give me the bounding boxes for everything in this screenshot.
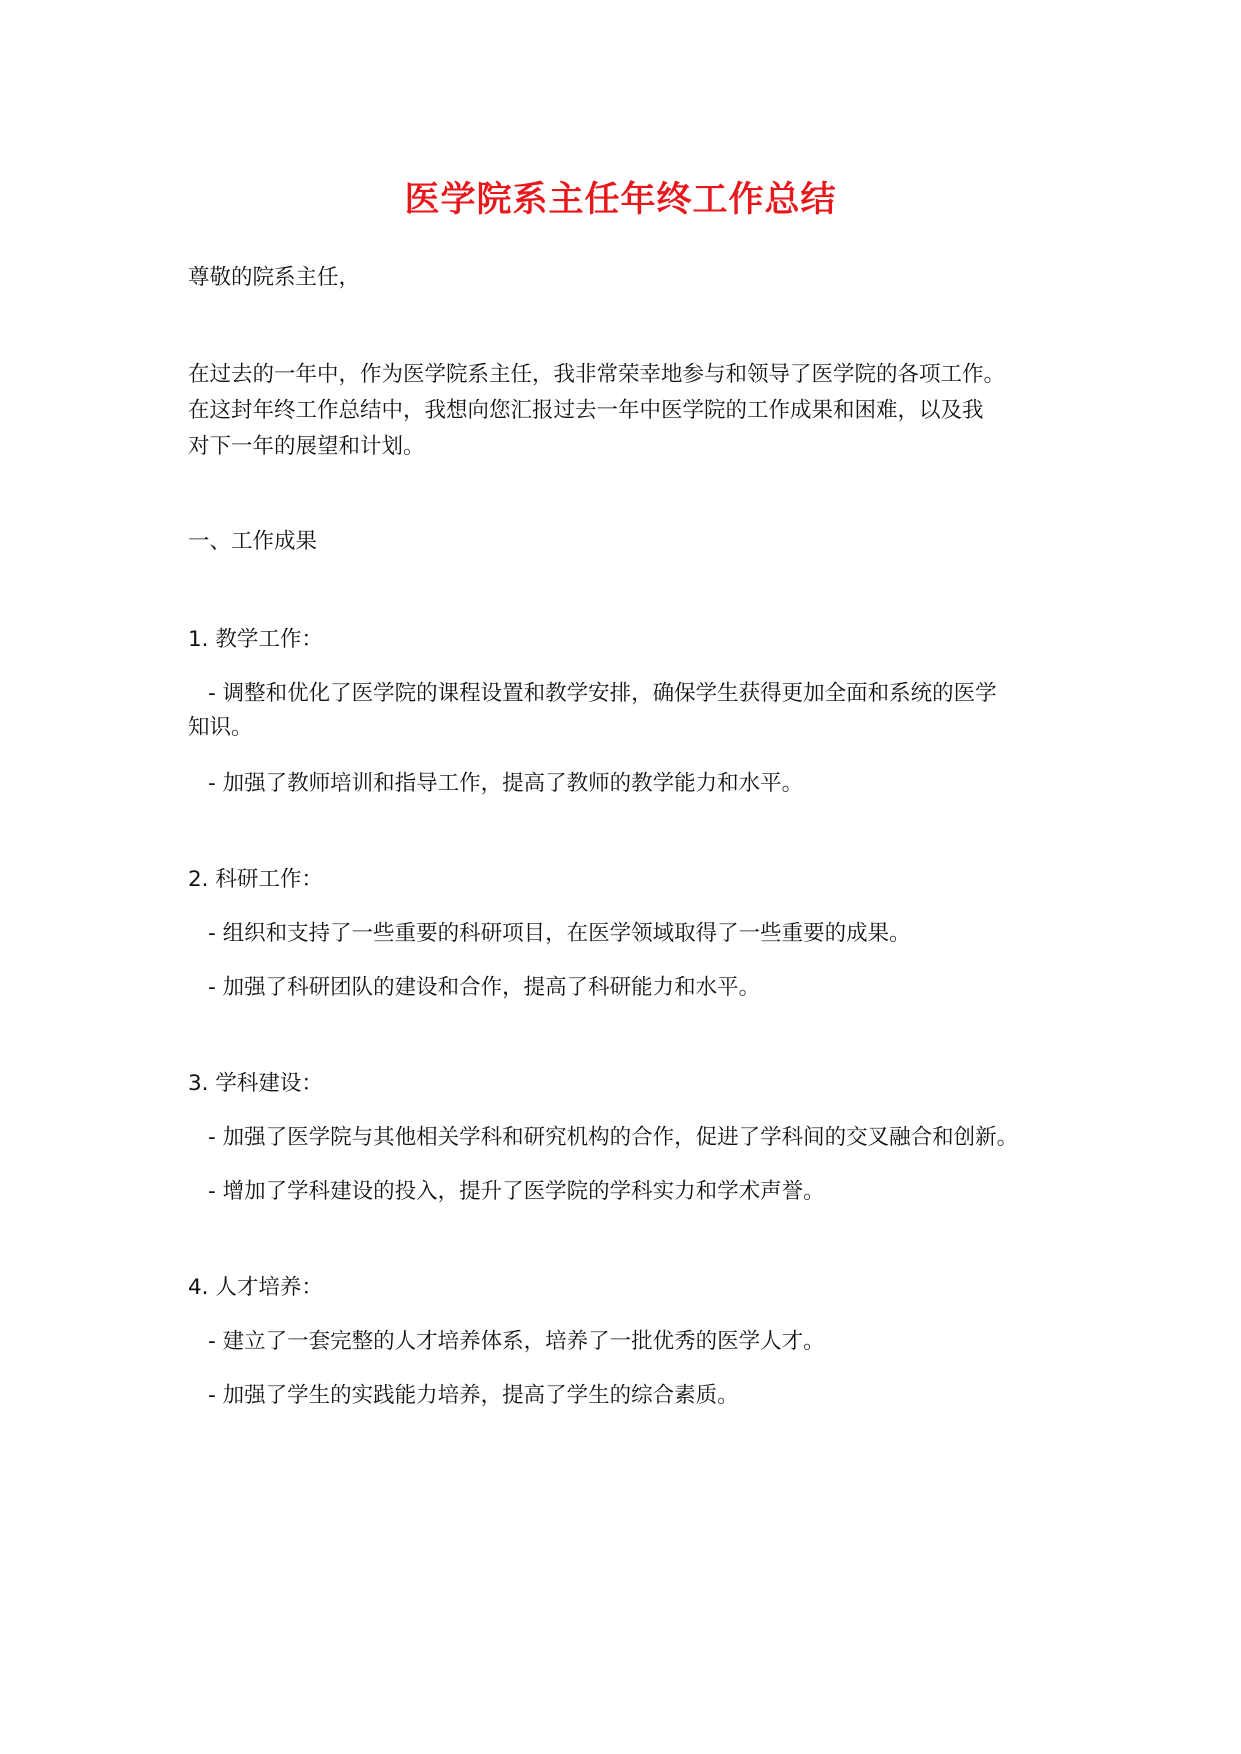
greeting: 尊敬的院系主任， (188, 265, 361, 290)
bullet-item: - 加强了教师培训和指导工作，提高了教师的教学能力和水平。 (208, 771, 804, 796)
bullet-item: - 加强了医学院与其他相关学科和研究机构的合作，促进了学科间的交叉融合和创新。 (208, 1125, 1019, 1150)
subsection-heading-talent: 4. 人才培养： (188, 1275, 323, 1300)
bullet-item: - 加强了学生的实践能力培养，提高了学生的综合素质。 (208, 1383, 739, 1408)
bullet-item: - 增加了学科建设的投入，提升了医学院的学科实力和学术声誉。 (208, 1179, 825, 1204)
subsection-heading-teaching: 1. 教学工作： (188, 627, 323, 652)
bullet-item: - 组织和支持了一些重要的科研项目，在医学领域取得了一些重要的成果。 (208, 921, 911, 946)
bullet-item: - 调整和优化了医学院的课程设置和教学安排，确保学生获得更加全面和系统的医学 (208, 681, 997, 706)
bullet-item-continuation: 知识。 (188, 715, 253, 740)
intro-line-2: 在这封年终工作总结中，我想向您汇报过去一年中医学院的工作成果和困难，以及我 (188, 398, 984, 423)
subsection-heading-research: 2. 科研工作： (188, 867, 323, 892)
subsection-heading-discipline: 3. 学科建设： (188, 1071, 323, 1096)
section-heading: 一、工作成果 (188, 529, 318, 554)
intro-line-1: 在过去的一年中，作为医学院系主任，我非常荣幸地参与和领导了医学院的各项工作。 (188, 362, 1006, 387)
bullet-item: - 加强了科研团队的建设和合作，提高了科研能力和水平。 (208, 975, 761, 1000)
document-title: 医学院系主任年终工作总结 (404, 180, 837, 220)
intro-line-3: 对下一年的展望和计划。 (188, 434, 425, 459)
bullet-item: - 建立了一套完整的人才培养体系，培养了一批优秀的医学人才。 (208, 1329, 825, 1354)
